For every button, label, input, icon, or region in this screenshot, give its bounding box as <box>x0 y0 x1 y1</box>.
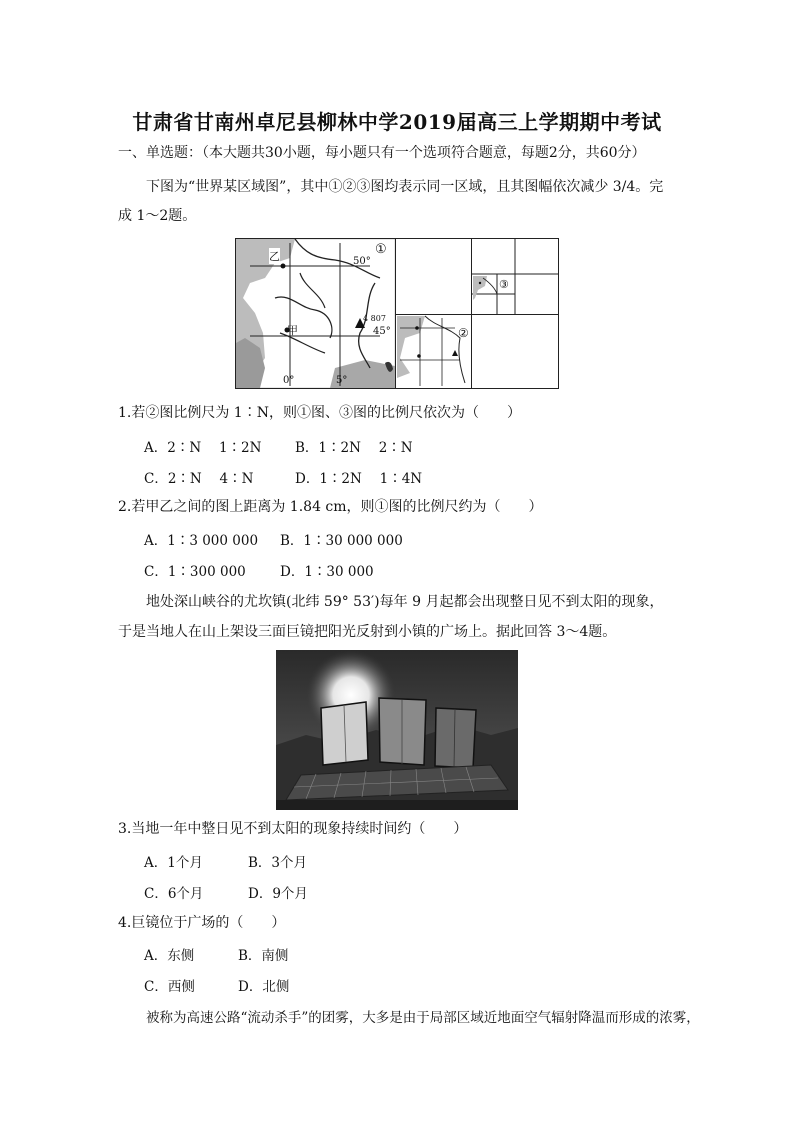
q3-option-d: D．9个月 <box>248 886 308 902</box>
q1-option-a: A．2∶N 1∶2N <box>144 440 262 456</box>
q1-option-c: C．2∶N 4∶N <box>144 471 254 487</box>
peak-elevation-label: 4 807 <box>363 314 386 323</box>
q2-option-a: A．1∶3 000 000 <box>144 533 259 549</box>
lon-5-label: 5° <box>336 375 348 386</box>
q2-option-c: C．1∶300 000 <box>144 564 246 580</box>
lat-50-label: 50° <box>353 256 371 267</box>
q2-stem: 2.若甲乙之间的图上距离为 1.84 cm，则①图的比例尺约为（ ） <box>118 499 543 515</box>
intro1-line2: 成 1～2题。 <box>118 208 197 224</box>
q3-option-b: B．3个月 <box>248 855 308 871</box>
mirror-photo-graphic <box>276 650 518 810</box>
q2-option-b: B．1∶30 000 000 <box>280 533 403 549</box>
intro2-line1: 地处深山峡谷的尤坎镇(北纬 59° 53′)每年 9 月起都会出现整日见不到太阳的现象， <box>146 594 664 610</box>
section-heading: 一、单选题：（本大题共30小题，每小题只有一个选项符合题意，每题2分，共60分） <box>118 145 646 161</box>
q4-option-a: A．东侧 <box>144 948 195 964</box>
mirror-photo <box>276 650 518 810</box>
intro1-line1: 下图为“世界某区域图”，其中①②③图均表示同一区域，且其图幅依次减少 3/4。完 <box>146 179 664 195</box>
q1-stem: 1.若②图比例尺为 1∶N，则①图、③图的比例尺依次为（ ） <box>118 405 521 421</box>
q2-option-d: D．1∶30 000 <box>280 564 374 580</box>
map2-number: ② <box>458 326 469 340</box>
map3-number: ③ <box>499 278 509 291</box>
q1-option-b: B．1∶2N 2∶N <box>295 440 413 456</box>
q4-stem: 4.巨镜位于广场的（ ） <box>118 915 286 931</box>
q4-option-c: C．西侧 <box>144 979 195 995</box>
intro3-line1: 被称为高速公路“流动杀手”的团雾，大多是由于局部区域近地面空气辐射降温而形成的浓雾， <box>146 1010 700 1026</box>
map-graphic <box>235 238 559 389</box>
q3-stem: 3.当地一年中整日见不到太阳的现象持续时间约（ ） <box>118 821 468 837</box>
label-yi: 乙 <box>269 250 280 263</box>
q4-option-d: D．北侧 <box>238 979 290 995</box>
page-title: 甘肃省甘南州卓尼县柳林中学2019届高三上学期期中考试 <box>132 110 662 134</box>
intro2-line2: 于是当地人在山上架设三面巨镜把阳光反射到小镇的广场上。据此回答 3～4题。 <box>118 624 617 640</box>
label-jia: 甲 <box>287 324 298 337</box>
map1-number: ① <box>375 242 387 257</box>
lat-45-label: 45° <box>373 326 391 337</box>
lon-0-label: 0° <box>283 375 295 386</box>
world-region-map <box>235 238 559 389</box>
q3-option-a: A．1个月 <box>144 855 203 871</box>
q4-option-b: B．南侧 <box>238 948 289 964</box>
q1-option-d: D．1∶2N 1∶4N <box>295 471 423 487</box>
q3-option-c: C．6个月 <box>144 886 204 902</box>
